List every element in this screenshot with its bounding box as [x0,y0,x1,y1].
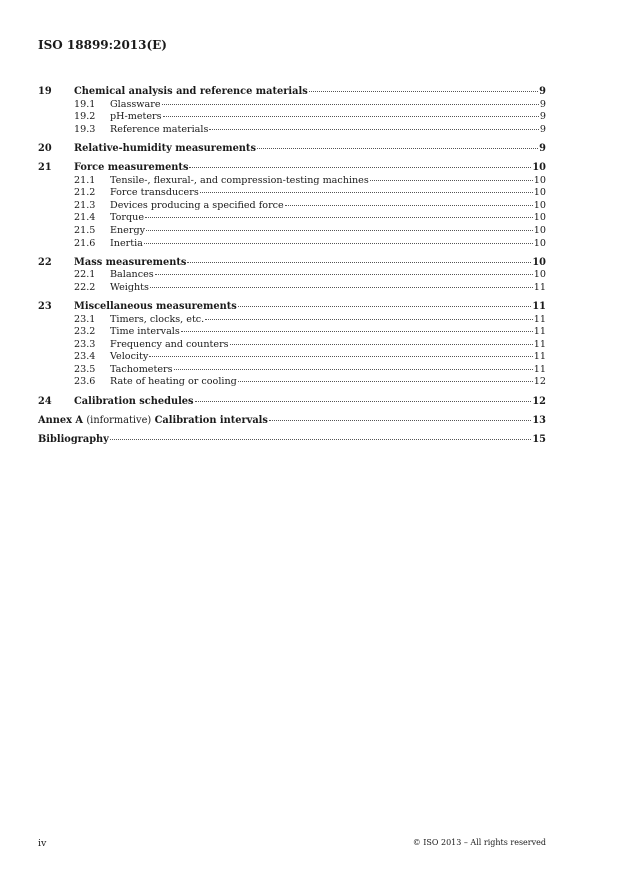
item-title: Weights [110,281,149,293]
toc-section-22[interactable] [38,257,546,270]
annex-title [38,415,268,428]
toc-item-22-2[interactable] [38,282,546,295]
toc-section-20[interactable] [38,143,546,156]
document-id: ISO 18899:2013(E) [38,38,167,52]
section-number: 22 [38,256,52,268]
dot-leader [149,355,532,357]
page-number: 11 [533,338,546,350]
item-number: 21.5 [74,224,96,236]
dot-leader [238,380,533,382]
dot-leader [110,438,532,440]
section-number: 24 [38,395,52,407]
dot-leader [187,261,531,263]
page-number: 9 [539,111,546,123]
annex-name: Calibration intervals [154,414,268,426]
section-number: 21 [38,161,52,173]
toc-bibliography[interactable] [38,434,546,447]
toc-item-22-1[interactable] [38,269,546,282]
toc-section-21[interactable] [38,162,546,175]
page-number: 10 [533,237,546,249]
page-number: 10 [533,199,546,211]
page-number: 10 [533,174,546,186]
item-number: 23.3 [74,338,96,350]
page-number: 10 [533,212,546,224]
item-number: 23.2 [74,326,96,338]
dot-leader [181,330,533,332]
page-number: 9 [539,142,546,154]
toc-item-19-2[interactable] [38,111,546,124]
item-number: 21.1 [74,174,96,186]
section-number: 19 [38,86,52,97]
copyright-notice: © ISO 2013 – All rights reserved [412,838,546,847]
dot-leader [189,166,531,168]
item-title: Timers, clocks, etc. [110,313,205,325]
item-title: Velocity [110,351,149,363]
page-number: 11 [533,351,546,363]
item-title: Devices producing a specified force [110,199,284,211]
dot-leader [145,216,533,218]
dot-leader [144,242,533,244]
page-number: 11 [532,300,546,312]
page-number: 9 [539,86,546,97]
item-number: 19.3 [74,123,96,135]
page-number: 10 [533,269,546,281]
page-number: 10 [532,256,546,268]
toc-item-21-5[interactable] [38,225,546,238]
dot-leader [370,179,533,181]
toc-item-23-6[interactable] [38,376,546,389]
toc-section-24[interactable] [38,396,546,409]
toc-item-19-1[interactable] [38,99,546,112]
item-title: Glassware [110,98,161,110]
item-title: Energy [110,224,146,236]
dot-leader [155,273,533,275]
toc-item-21-4[interactable] [38,212,546,225]
dot-leader [174,368,533,370]
page-number: 11 [533,326,546,338]
toc-item-19-3[interactable] [38,124,546,137]
item-number: 23.1 [74,313,96,325]
annex-type: (informative) [86,414,152,426]
section-title: Chemical analysis and reference materials [74,86,308,97]
page-number: 11 [533,281,546,293]
section-title: Calibration schedules [74,395,194,407]
toc-item-21-3[interactable] [38,200,546,213]
item-number: 21.2 [74,187,96,199]
page-number: 13 [532,414,546,426]
toc-item-23-4[interactable] [38,351,546,364]
section-number: 23 [38,300,52,312]
toc-item-23-1[interactable] [38,314,546,327]
item-title: Inertia [110,237,143,249]
item-number: 19.2 [74,111,96,123]
toc-item-21-1[interactable] [38,175,546,188]
item-title: Tensile-, flexural-, and compression-testing machines [110,174,369,186]
dot-leader [238,305,532,307]
item-title: Torque [110,212,145,224]
page-number-roman: iv [38,838,47,849]
item-title: Balances [110,269,154,281]
toc-section-19[interactable] [38,86,546,99]
toc-item-23-3[interactable] [38,339,546,352]
dot-leader [257,147,538,149]
page-number: 9 [539,123,546,135]
item-number: 21.3 [74,199,96,211]
dot-leader [163,115,539,117]
toc-item-23-5[interactable] [38,364,546,377]
item-title: Frequency and counters [110,338,229,350]
annex-label: Annex A [38,414,83,426]
item-title: Rate of heating or cooling [110,376,237,388]
toc-item-23-2[interactable] [38,326,546,339]
section-title: Miscellaneous measurements [74,300,237,312]
dot-leader [162,103,539,105]
dot-leader [205,318,533,320]
item-number: 21.4 [74,212,96,224]
dot-leader [209,128,539,130]
dot-leader [309,90,538,92]
page-number: 11 [533,313,546,325]
dot-leader [200,191,533,193]
page-number: 10 [533,224,546,236]
item-number: 23.6 [74,376,96,388]
toc-item-21-6[interactable] [38,238,546,251]
item-number: 19.1 [74,98,96,110]
item-number: 22.2 [74,281,96,293]
toc-annex-a[interactable] [38,415,546,428]
page-number: 11 [533,363,546,375]
dot-leader [269,419,531,421]
section-number: 20 [38,142,52,154]
item-title: Tachometers [110,363,173,375]
item-number: 23.5 [74,363,96,375]
dot-leader [230,343,533,345]
item-number: 23.4 [74,351,96,363]
dot-leader [150,286,533,288]
dot-leader [285,204,533,206]
page-number: 12 [533,376,546,388]
page-number: 12 [532,395,546,407]
page-number: 10 [532,161,546,173]
section-title: Relative-humidity measurements [74,142,256,154]
item-number: 21.6 [74,237,96,249]
dot-leader [146,229,533,231]
item-title: pH-meters [110,111,162,123]
item-title: Reference materials [110,123,209,135]
page-number: 15 [532,433,546,445]
toc-item-21-2[interactable] [38,187,546,200]
section-title: Force measurements [74,161,189,173]
toc-section-23[interactable] [38,301,546,314]
bibliography-title: Bibliography [38,433,109,445]
page-number: 9 [539,98,546,110]
dot-leader [195,400,532,402]
table-of-contents [38,86,546,446]
item-title: Force transducers [110,187,199,199]
item-title: Time intervals [110,326,180,338]
item-number: 22.1 [74,269,96,281]
page-number: 10 [533,187,546,199]
section-title: Mass measurements [74,256,187,268]
